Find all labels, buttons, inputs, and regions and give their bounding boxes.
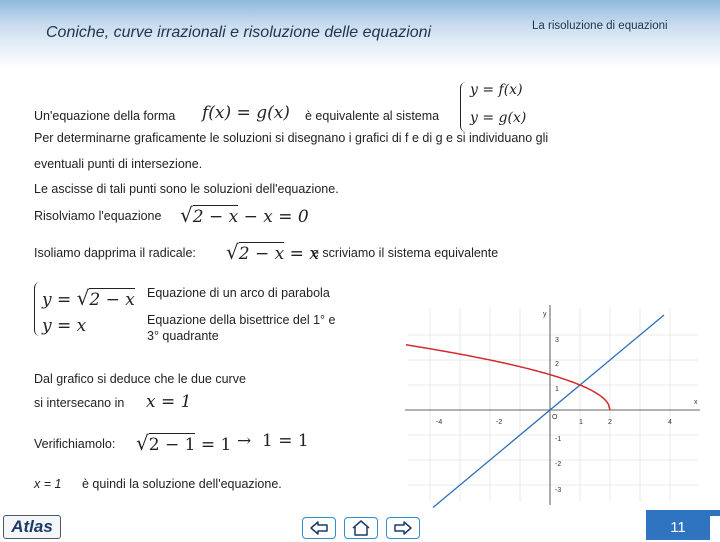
graph-deduction-1: Dal grafico si deduce che le due curve xyxy=(34,372,246,386)
function-graph xyxy=(400,300,712,510)
isolate-suffix: e scriviamo il sistema equivalente xyxy=(312,246,499,260)
example-system-row-2: y = x xyxy=(42,316,87,336)
arrow-right-icon xyxy=(393,521,413,535)
page-number: 11 xyxy=(646,514,710,540)
verify-label: Verifichiamolo: xyxy=(34,437,116,451)
intro-label: Un'equazione della forma xyxy=(34,109,176,123)
system-brace xyxy=(460,82,469,132)
final-value: x = 1 xyxy=(34,477,62,491)
intro-suffix: è equivalente al sistema xyxy=(305,109,440,123)
home-button[interactable] xyxy=(344,517,378,539)
origin-label: O xyxy=(552,414,558,421)
isolate-equation: √2 − x = x xyxy=(226,240,319,264)
slide-header xyxy=(0,0,720,70)
solve-label: Risolviamo l'equazione xyxy=(34,209,162,223)
y-tick-3: 3 xyxy=(555,337,559,344)
verify-radicand: 2 − 1 xyxy=(148,435,196,455)
equation-form: f(x) = g(x) xyxy=(202,103,290,123)
x-tick-m2: -2 xyxy=(496,419,503,426)
x-tick-2: 2 xyxy=(608,419,612,426)
y-tick-m2: -2 xyxy=(555,461,562,468)
back-button[interactable] xyxy=(302,517,336,539)
parabola-description: Equazione di un arco di parabola xyxy=(147,286,330,300)
bisector-description-1: Equazione della bisettrice del 1° e xyxy=(147,313,336,327)
verify-rest: = 1 xyxy=(200,435,232,455)
x-tick-4: 4 xyxy=(668,419,672,426)
arrow-left-icon xyxy=(309,521,329,535)
intersection-value: x = 1 xyxy=(146,392,192,412)
paragraph-line-1: Per determinarne graficamente le soluzioni si disegnano i grafici di f e di g e si individuano gli xyxy=(34,131,549,145)
verify-arrow: → xyxy=(237,431,252,451)
graph-grid xyxy=(408,308,698,502)
system-row-1-radicand: 2 − x xyxy=(89,290,135,310)
isolate-rest: = x xyxy=(289,244,319,264)
final-text: è quindi la soluzione dell'equazione. xyxy=(82,477,282,491)
isolate-radicand: 2 − x xyxy=(238,244,285,264)
x-axis-label: x xyxy=(694,399,698,406)
y-tick-2: 2 xyxy=(555,361,559,368)
parabola-arc xyxy=(406,345,610,410)
bisector-line xyxy=(433,315,664,508)
paragraph-line-3: Le ascisse di tali punti sono le soluzioni dell'equazione. xyxy=(34,182,339,196)
forward-button[interactable] xyxy=(386,517,420,539)
paragraph-line-2: eventuali punti di intersezione. xyxy=(34,157,203,171)
system-row-1: y = f(x) xyxy=(470,82,523,98)
bisector-description-2: 3° quadrante xyxy=(147,329,219,343)
system-row-1-lhs: y = xyxy=(42,290,72,310)
isolate-label: Isoliamo dapprima il radicale: xyxy=(34,246,196,260)
y-tick-1: 1 xyxy=(555,386,559,393)
solve-rest: − x = 0 xyxy=(243,207,309,227)
example-system-row-1: y = √2 − x xyxy=(42,286,135,310)
solve-radicand: 2 − x xyxy=(192,207,239,227)
section-title: La risoluzione di equazioni xyxy=(532,20,668,32)
home-icon xyxy=(351,520,371,536)
y-tick-m3: -3 xyxy=(555,487,562,494)
slide-title: Coniche, curve irrazionali e risoluzione delle equazioni xyxy=(46,24,432,41)
y-tick-m1: -1 xyxy=(555,436,562,443)
solve-equation: √2 − x − x = 0 xyxy=(180,203,309,227)
verify-result: 1 = 1 xyxy=(262,431,309,451)
graph-deduction-2: si intersecano in xyxy=(34,396,125,410)
system-row-2: y = g(x) xyxy=(470,110,527,126)
y-axis-label: y xyxy=(543,311,547,318)
x-tick-1: 1 xyxy=(579,419,583,426)
atlas-logo: Atlas xyxy=(3,515,61,539)
verify-equation: √2 − 1 = 1 xyxy=(136,431,232,455)
x-tick-m4: -4 xyxy=(436,419,443,426)
